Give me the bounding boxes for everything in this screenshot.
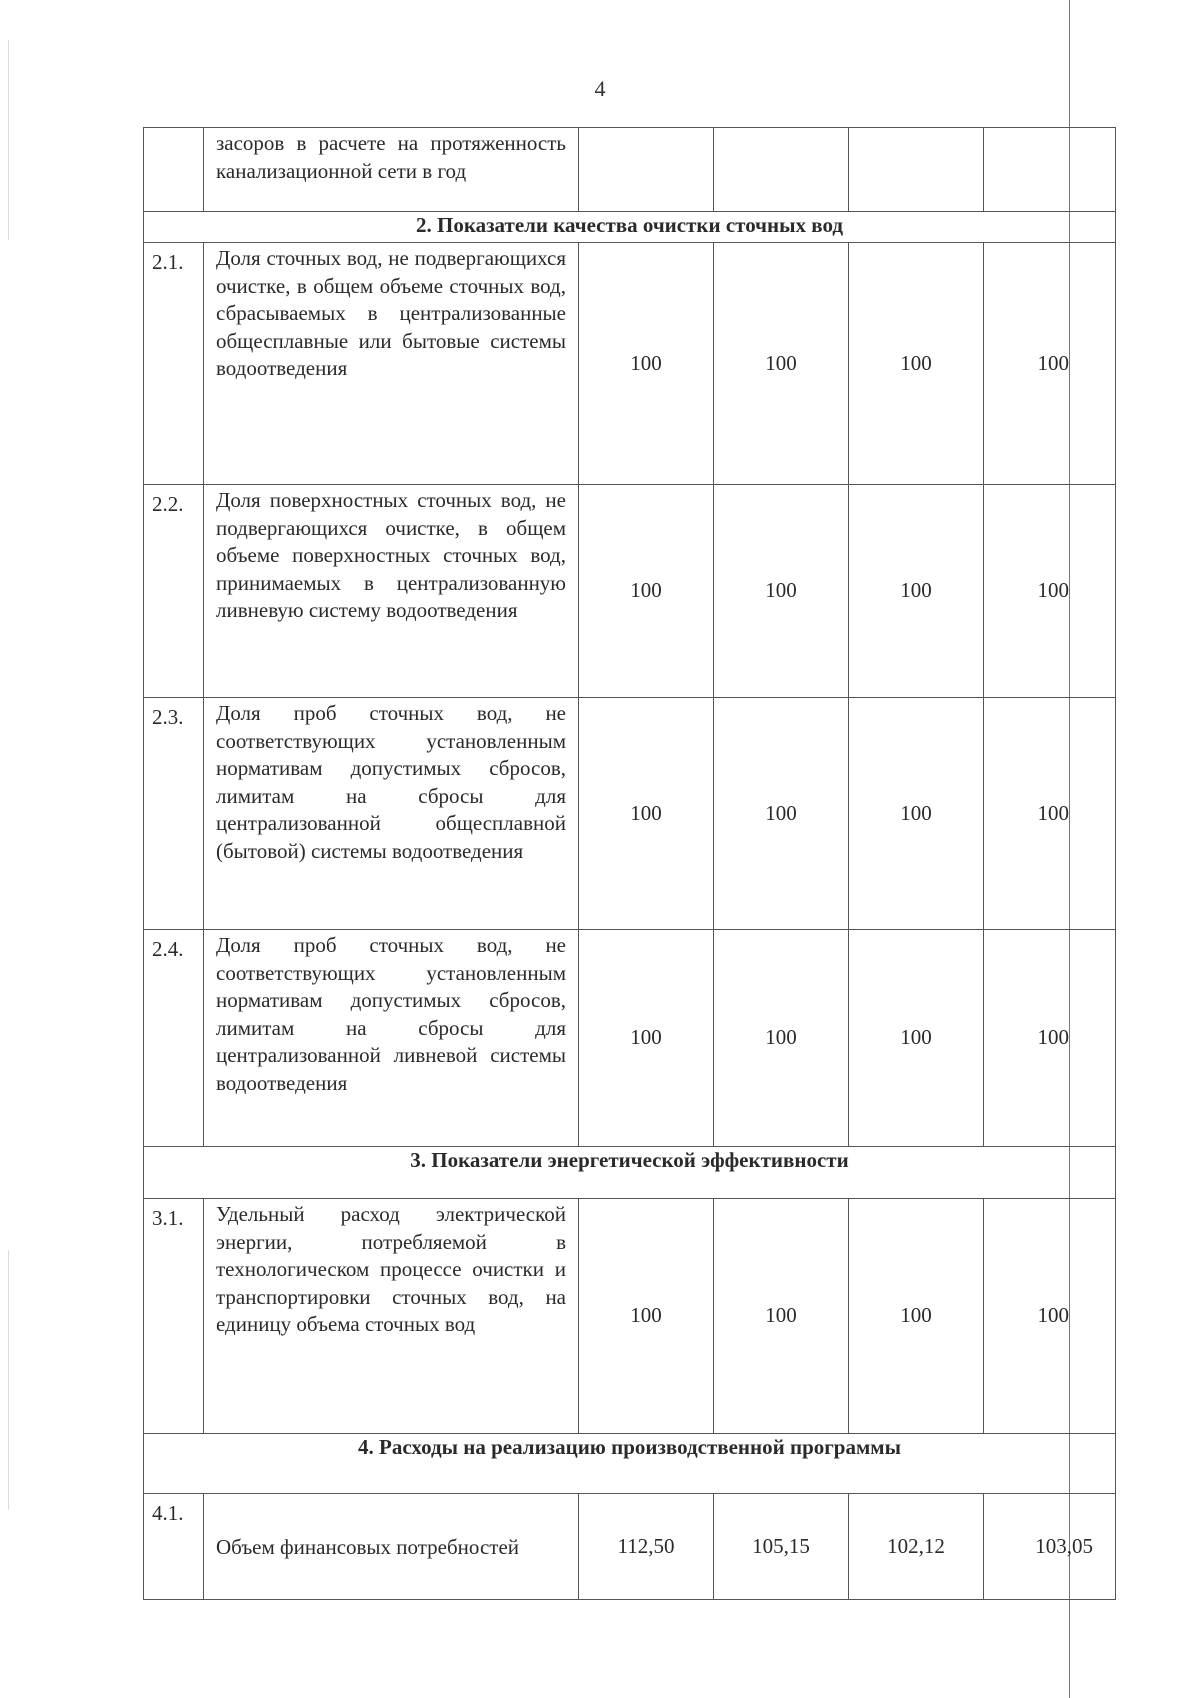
- value-cell: 100: [849, 1199, 984, 1434]
- value-cell: 100: [714, 698, 849, 930]
- value-cell: 100: [714, 243, 849, 485]
- table-row: [144, 1199, 1116, 1434]
- value-cell: 103,05: [984, 1494, 1116, 1600]
- row-number: [144, 128, 204, 212]
- value-cell: [579, 128, 714, 212]
- value-cell: 105,15: [714, 1494, 849, 1600]
- section-header-row: [144, 212, 1116, 243]
- row-number: 3.1.: [144, 1199, 204, 1434]
- row-indicator-text: Объем финансовых потребностей: [204, 1494, 579, 1600]
- value-cell: [849, 128, 984, 212]
- value-cell: 100: [984, 243, 1116, 485]
- section-title: 3. Показатели энергетической эффективности: [144, 1147, 1116, 1199]
- value-cell: [984, 128, 1116, 212]
- value-cell: 100: [579, 1199, 714, 1434]
- section-header-row: [144, 1434, 1116, 1494]
- row-indicator-text: Доля проб сточных вод, не соответствующих установленным нормативам допустимых сбросов, лимитам на сбросы для централизованной общесплавной (бытовой) системы водоотведения: [204, 698, 579, 930]
- value-cell: 100: [849, 930, 984, 1147]
- value-cell: 100: [984, 1199, 1116, 1434]
- value-cell: 100: [984, 930, 1116, 1147]
- value-cell: 100: [579, 485, 714, 698]
- table-row: [144, 243, 1116, 485]
- value-cell: 100: [849, 698, 984, 930]
- row-number: 2.1.: [144, 243, 204, 485]
- value-cell: 112,50: [579, 1494, 714, 1600]
- scan-margin-mark: [8, 40, 9, 240]
- table-row: [144, 698, 1116, 930]
- row-number: 2.3.: [144, 698, 204, 930]
- value-cell: 100: [579, 930, 714, 1147]
- table-row: [144, 1494, 1116, 1600]
- indicators-table: [143, 127, 1116, 1600]
- page-number: 4: [594, 76, 606, 101]
- section-header-row: [144, 1147, 1116, 1199]
- value-cell: 100: [579, 698, 714, 930]
- section-title: 2. Показатели качества очистки сточных вод: [144, 212, 1116, 243]
- row-indicator-text: Доля поверхностных сточных вод, не подвергающихся очистке, в общем объеме поверхностных сточных вод, принимаемых в централизованную ливневую систему водоотведения: [204, 485, 579, 698]
- value-cell: 100: [579, 243, 714, 485]
- table-row: [144, 128, 1116, 212]
- value-cell: 100: [984, 698, 1116, 930]
- row-number: 4.1.: [144, 1494, 204, 1600]
- value-cell: 100: [984, 485, 1116, 698]
- value-cell: 100: [714, 930, 849, 1147]
- table-row: [144, 930, 1116, 1147]
- row-indicator-text: засоров в расчете на протяженность канализационной сети в год: [204, 128, 579, 212]
- row-number: 2.2.: [144, 485, 204, 698]
- scan-margin-mark: [8, 1250, 9, 1510]
- section-title: 4. Расходы на реализацию производственной программы: [144, 1434, 1116, 1494]
- row-indicator-text: Доля сточных вод, не подвергающихся очистке, в общем объеме сточных вод, сбрасываемых в централизованные общесплавные или бытовые системы водоотведения: [204, 243, 579, 485]
- row-number: 2.4.: [144, 930, 204, 1147]
- row-indicator-text: Удельный расход электрической энергии, потребляемой в технологическом процессе очистки и транспортировки сточных вод, на единицу объема сточных вод: [204, 1199, 579, 1434]
- value-cell: [714, 128, 849, 212]
- value-cell: 100: [714, 485, 849, 698]
- table-row: [144, 485, 1116, 698]
- row-indicator-text: Доля проб сточных вод, не соответствующих установленным нормативам допустимых сбросов, лимитам на сбросы для централизованной ливневой системы водоотведения: [204, 930, 579, 1147]
- value-cell: 100: [849, 243, 984, 485]
- value-cell: 102,12: [849, 1494, 984, 1600]
- value-cell: 100: [714, 1199, 849, 1434]
- value-cell: 100: [849, 485, 984, 698]
